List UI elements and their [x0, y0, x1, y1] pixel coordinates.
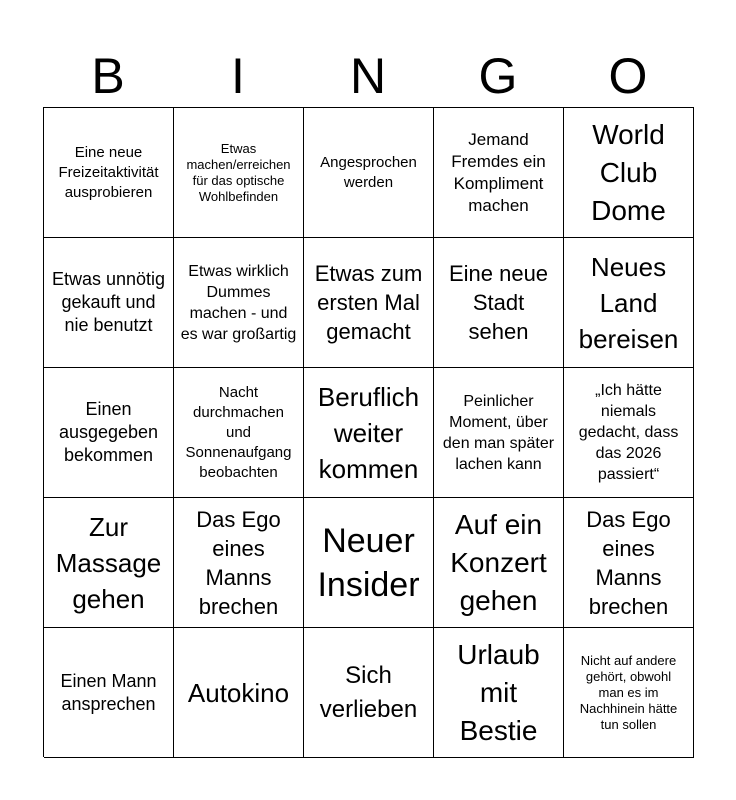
bingo-cell[interactable]: Das Ego eines Manns brechen [174, 498, 304, 628]
bingo-cell[interactable]: Neuer Insider [304, 498, 434, 628]
bingo-cell[interactable]: Etwas machen/erreichen für das optische Wohlbefinden [174, 108, 304, 238]
bingo-cell[interactable]: Angesprochen werden [304, 108, 434, 238]
bingo-cell[interactable]: Etwas zum ersten Mal gemacht [304, 238, 434, 368]
header-letter-g: G [478, 48, 518, 104]
bingo-cell[interactable]: Zur Massage gehen [44, 498, 174, 628]
bingo-cell[interactable]: Neues Land bereisen [564, 238, 694, 368]
header-letter-o: O [608, 48, 648, 104]
header-letter-n: N [349, 48, 387, 104]
bingo-cell[interactable]: Auf ein Konzert gehen [434, 498, 564, 628]
bingo-cell[interactable]: World Club Dome [564, 108, 694, 238]
bingo-cell[interactable]: Etwas unnötig gekauft und nie benutzt [44, 238, 174, 368]
header-letter-b: B [91, 48, 125, 104]
bingo-cell[interactable]: Autokino [174, 628, 304, 758]
bingo-header [43, 44, 693, 108]
bingo-cell[interactable]: Jemand Fremdes ein Kompliment machen [434, 108, 564, 238]
bingo-grid [43, 107, 694, 757]
bingo-cell[interactable]: Etwas wirklich Dummes machen - und es war großartig [174, 238, 304, 368]
bingo-cell[interactable]: „Ich hätte niemals gedacht, dass das 2026 passiert“ [564, 368, 694, 498]
bingo-cell[interactable]: Das Ego eines Manns brechen [564, 498, 694, 628]
bingo-cell[interactable]: Urlaub mit Bestie [434, 628, 564, 758]
bingo-cell[interactable]: Einen ausgegeben bekommen [44, 368, 174, 498]
bingo-cell[interactable]: Beruflich weiter kommen [304, 368, 434, 498]
bingo-cell[interactable]: Nacht durchmachen und Sonnenaufgang beobachten [174, 368, 304, 498]
bingo-cell[interactable]: Einen Mann ansprechen [44, 628, 174, 758]
bingo-cell[interactable]: Eine neue Stadt sehen [434, 238, 564, 368]
bingo-cell[interactable]: Sich verlieben [304, 628, 434, 758]
bingo-cell[interactable]: Eine neue Freizeitaktivität ausprobieren [44, 108, 174, 238]
bingo-cell[interactable]: Nicht auf andere gehört, obwohl man es im Nachhinein hätte tun sollen [564, 628, 694, 758]
bingo-cell[interactable]: Peinlicher Moment, über den man später lachen kann [434, 368, 564, 498]
header-letter-i: I [231, 48, 245, 104]
